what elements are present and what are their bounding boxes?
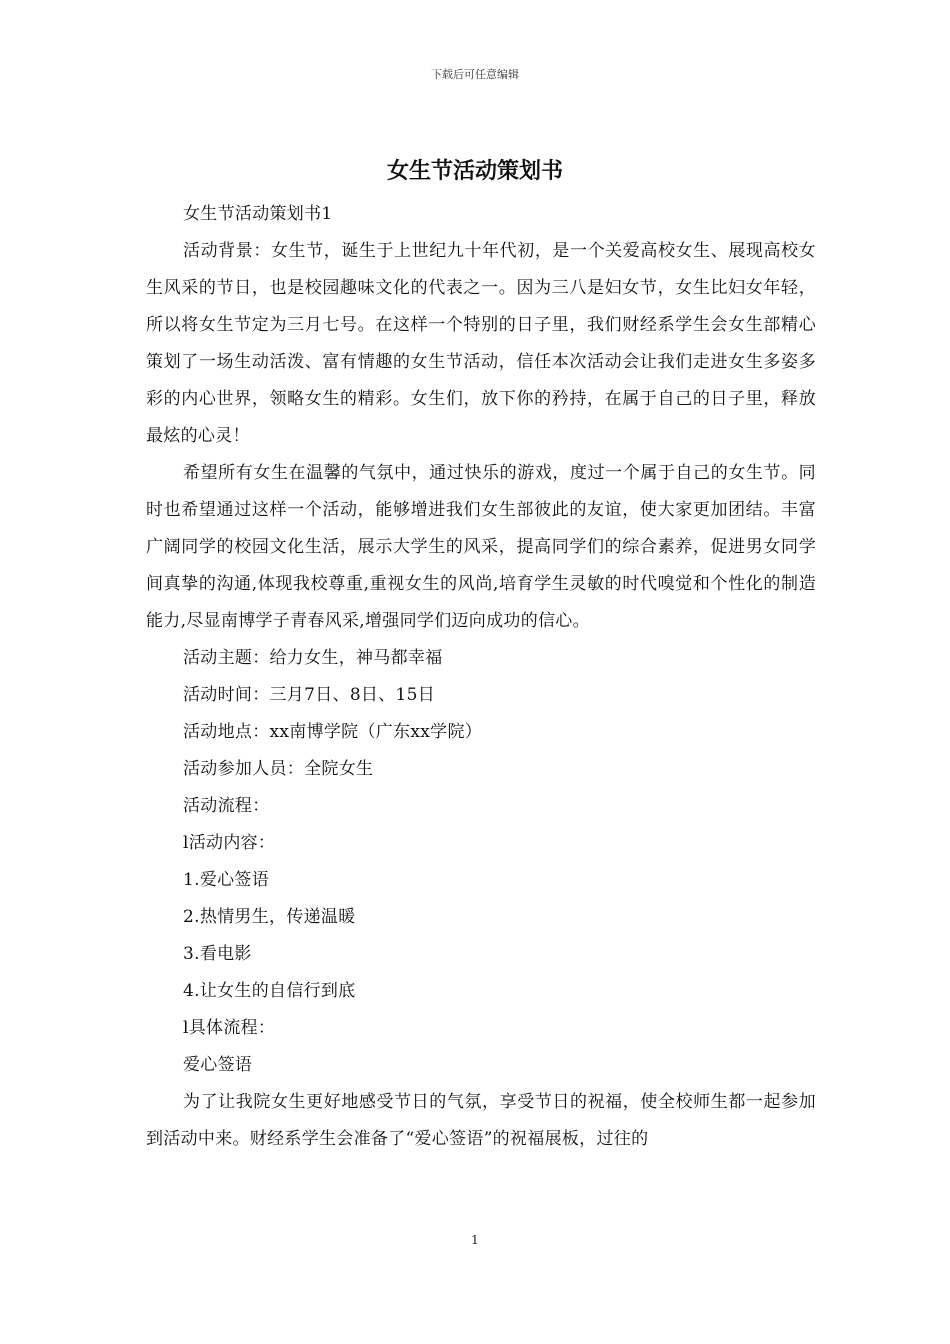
paragraph-detail-heading: l具体流程： bbox=[183, 1018, 276, 1038]
list-item: 2.热情男生，传递温暖 bbox=[183, 907, 356, 927]
paragraph-content-heading: l活动内容： bbox=[183, 833, 276, 853]
paragraph-process-heading: 活动流程： bbox=[183, 796, 270, 816]
list-item: 4.让女生的自信行到底 bbox=[183, 981, 356, 1001]
paragraph-section-heading: 爱心签语 bbox=[183, 1055, 253, 1075]
list-item: 1.爱心签语 bbox=[183, 870, 270, 890]
paragraph-location: 活动地点：xx南博学院（广东xx学院） bbox=[183, 722, 483, 742]
paragraph-background: 活动背景：女生节，诞生于上世纪九十年代初，是一个关爱高校女生、展现高校女生风采的节日，也是校园趣味文化的代表之一。因为三八是妇女节，女生比妇女年轻，所以将女生节定为三月七号。在这样一个特别的日子里，我们财经系学生会女生部精心策划了一场生动活泼、富有情趣的女生节活动，信任本次活动会让我们走进女生多姿多彩的内心世界，领略女生的精彩。女生们，放下你的矜持，在属于自己的日子里，释放最炫的心灵！ bbox=[146, 241, 816, 446]
document-title: 女生节活动策划书 bbox=[386, 158, 563, 184]
paragraph-purpose: 希望所有女生在温馨的气氛中，通过快乐的游戏，度过一个属于自己的女生节。同时也希望通过这样一个活动，能够增进我们女生部彼此的友谊，使大家更加团结。丰富广阔同学的校园文化生活，展示大学生的风采，提高同学们的综合素养，促进男女同学间真挚的沟通,体现我校尊重,重视女生的风尚,培育学生灵敏的时代嗅觉和个性化的制造能力,尽显南博学子青春风采,增强同学们迈向成功的信心。 bbox=[146, 463, 816, 631]
paragraph-theme: 活动主题：给力女生，神马都幸福 bbox=[183, 648, 443, 668]
list-item: 3.看电影 bbox=[183, 944, 252, 964]
paragraph-participants: 活动参加人员：全院女生 bbox=[183, 759, 374, 779]
paragraph-subtitle: 女生节活动策划书1 bbox=[183, 204, 333, 224]
paragraph-section-body: 为了让我院女生更好地感受节日的气氛，享受节日的祝福，使全校师生都一起参加到活动中来。财经系学生会准备了“爱心签语”的祝福展板，过往的 bbox=[146, 1092, 816, 1149]
paragraph-time: 活动时间：三月7日、8日、15日 bbox=[183, 685, 436, 705]
header-note: 下载后可任意编辑 bbox=[431, 68, 519, 81]
page-number: 1 bbox=[471, 1233, 479, 1247]
document-body bbox=[146, 196, 816, 1158]
